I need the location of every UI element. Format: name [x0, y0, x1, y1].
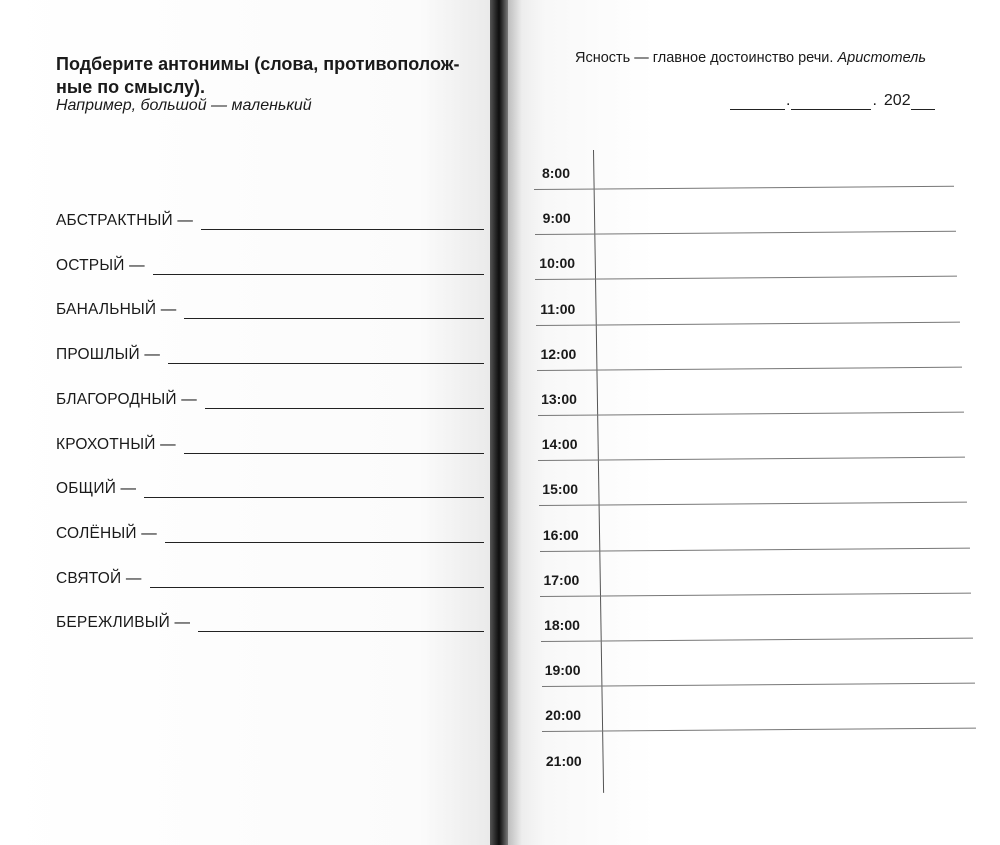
time-label: 11:00 [540, 300, 576, 317]
task-example: Например, большой — маленький [56, 97, 312, 114]
antonym-answer-line[interactable] [168, 345, 484, 364]
date-separator: . [872, 92, 877, 109]
schedule-slot[interactable] [596, 602, 976, 640]
word-label: ПРОШЛЫЙ — [56, 346, 161, 364]
date-separator: . [786, 92, 791, 109]
quote-text: Ясность — главное достоинство речи. [575, 50, 834, 66]
word-row [56, 251, 484, 275]
time-label: 10:00 [539, 255, 576, 272]
antonym-answer-line[interactable] [184, 300, 484, 319]
task-heading-line1: Подберите антонимы (слова, противополож- [56, 54, 460, 74]
word-label: ОБЩИЙ — [56, 480, 137, 498]
word-label: БАНАЛЬНЫЙ — [56, 301, 177, 319]
schedule-slot[interactable] [596, 647, 976, 685]
time-label: 13:00 [541, 391, 577, 407]
time-label: 8:00 [541, 165, 571, 181]
antonym-answer-line[interactable] [205, 390, 484, 409]
antonym-answer-line[interactable] [201, 211, 484, 230]
word-row [56, 564, 484, 588]
schedule-slot[interactable] [596, 376, 976, 414]
left-page [0, 0, 494, 845]
word-label: СВЯТОЙ — [56, 569, 142, 587]
word-label: ОСТРЫЙ — [56, 256, 145, 274]
quote-author: Аристотель [837, 50, 926, 66]
hourly-schedule [520, 0, 990, 845]
schedule-slot[interactable] [596, 557, 976, 595]
antonym-answer-line[interactable] [150, 569, 484, 588]
time-label: 20:00 [545, 707, 582, 724]
antonym-answer-line[interactable] [184, 435, 484, 454]
antonym-answer-line[interactable] [144, 479, 484, 498]
schedule-slot[interactable] [596, 331, 976, 369]
word-row [56, 608, 484, 632]
schedule-slot[interactable] [596, 240, 976, 278]
date-year-prefix: 202 [883, 92, 911, 109]
word-row [56, 206, 484, 230]
time-label: 14:00 [541, 436, 578, 453]
time-label: 19:00 [544, 662, 581, 679]
word-row [56, 295, 484, 319]
task-heading-line2: ные по смыслу). [56, 77, 206, 97]
schedule-slot[interactable] [596, 195, 976, 233]
antonym-answer-line[interactable] [165, 524, 484, 543]
schedule-slot[interactable] [596, 421, 976, 459]
word-label: СОЛЁНЫЙ — [56, 524, 157, 542]
time-label: 21:00 [545, 752, 582, 769]
time-label: 17:00 [543, 571, 580, 588]
time-label: 15:00 [542, 481, 579, 498]
word-label: БЛАГОРОДНЫЙ — [56, 390, 197, 408]
word-label: БЕРЕЖЛИВЫЙ — [56, 614, 191, 632]
word-row [56, 430, 484, 454]
word-label: АБСТРАКТНЫЙ — [56, 212, 194, 229]
schedule-slot[interactable] [596, 466, 976, 504]
schedule-slot[interactable] [596, 150, 976, 188]
word-row [56, 474, 484, 498]
time-label: 16:00 [542, 526, 579, 543]
word-label: КРОХОТНЫЙ — [56, 435, 176, 453]
schedule-slot[interactable] [596, 692, 976, 730]
schedule-slot[interactable] [596, 286, 976, 324]
time-label: 18:00 [544, 617, 580, 633]
antonym-answer-line[interactable] [153, 256, 484, 275]
time-label: 12:00 [540, 345, 577, 362]
word-row [56, 519, 484, 543]
book-spine [490, 0, 508, 845]
time-label: 9:00 [542, 210, 571, 227]
word-row [56, 340, 484, 364]
antonym-answer-line[interactable] [198, 613, 484, 632]
word-row [56, 385, 484, 409]
schedule-slot[interactable] [596, 512, 976, 550]
task-heading [56, 53, 496, 99]
